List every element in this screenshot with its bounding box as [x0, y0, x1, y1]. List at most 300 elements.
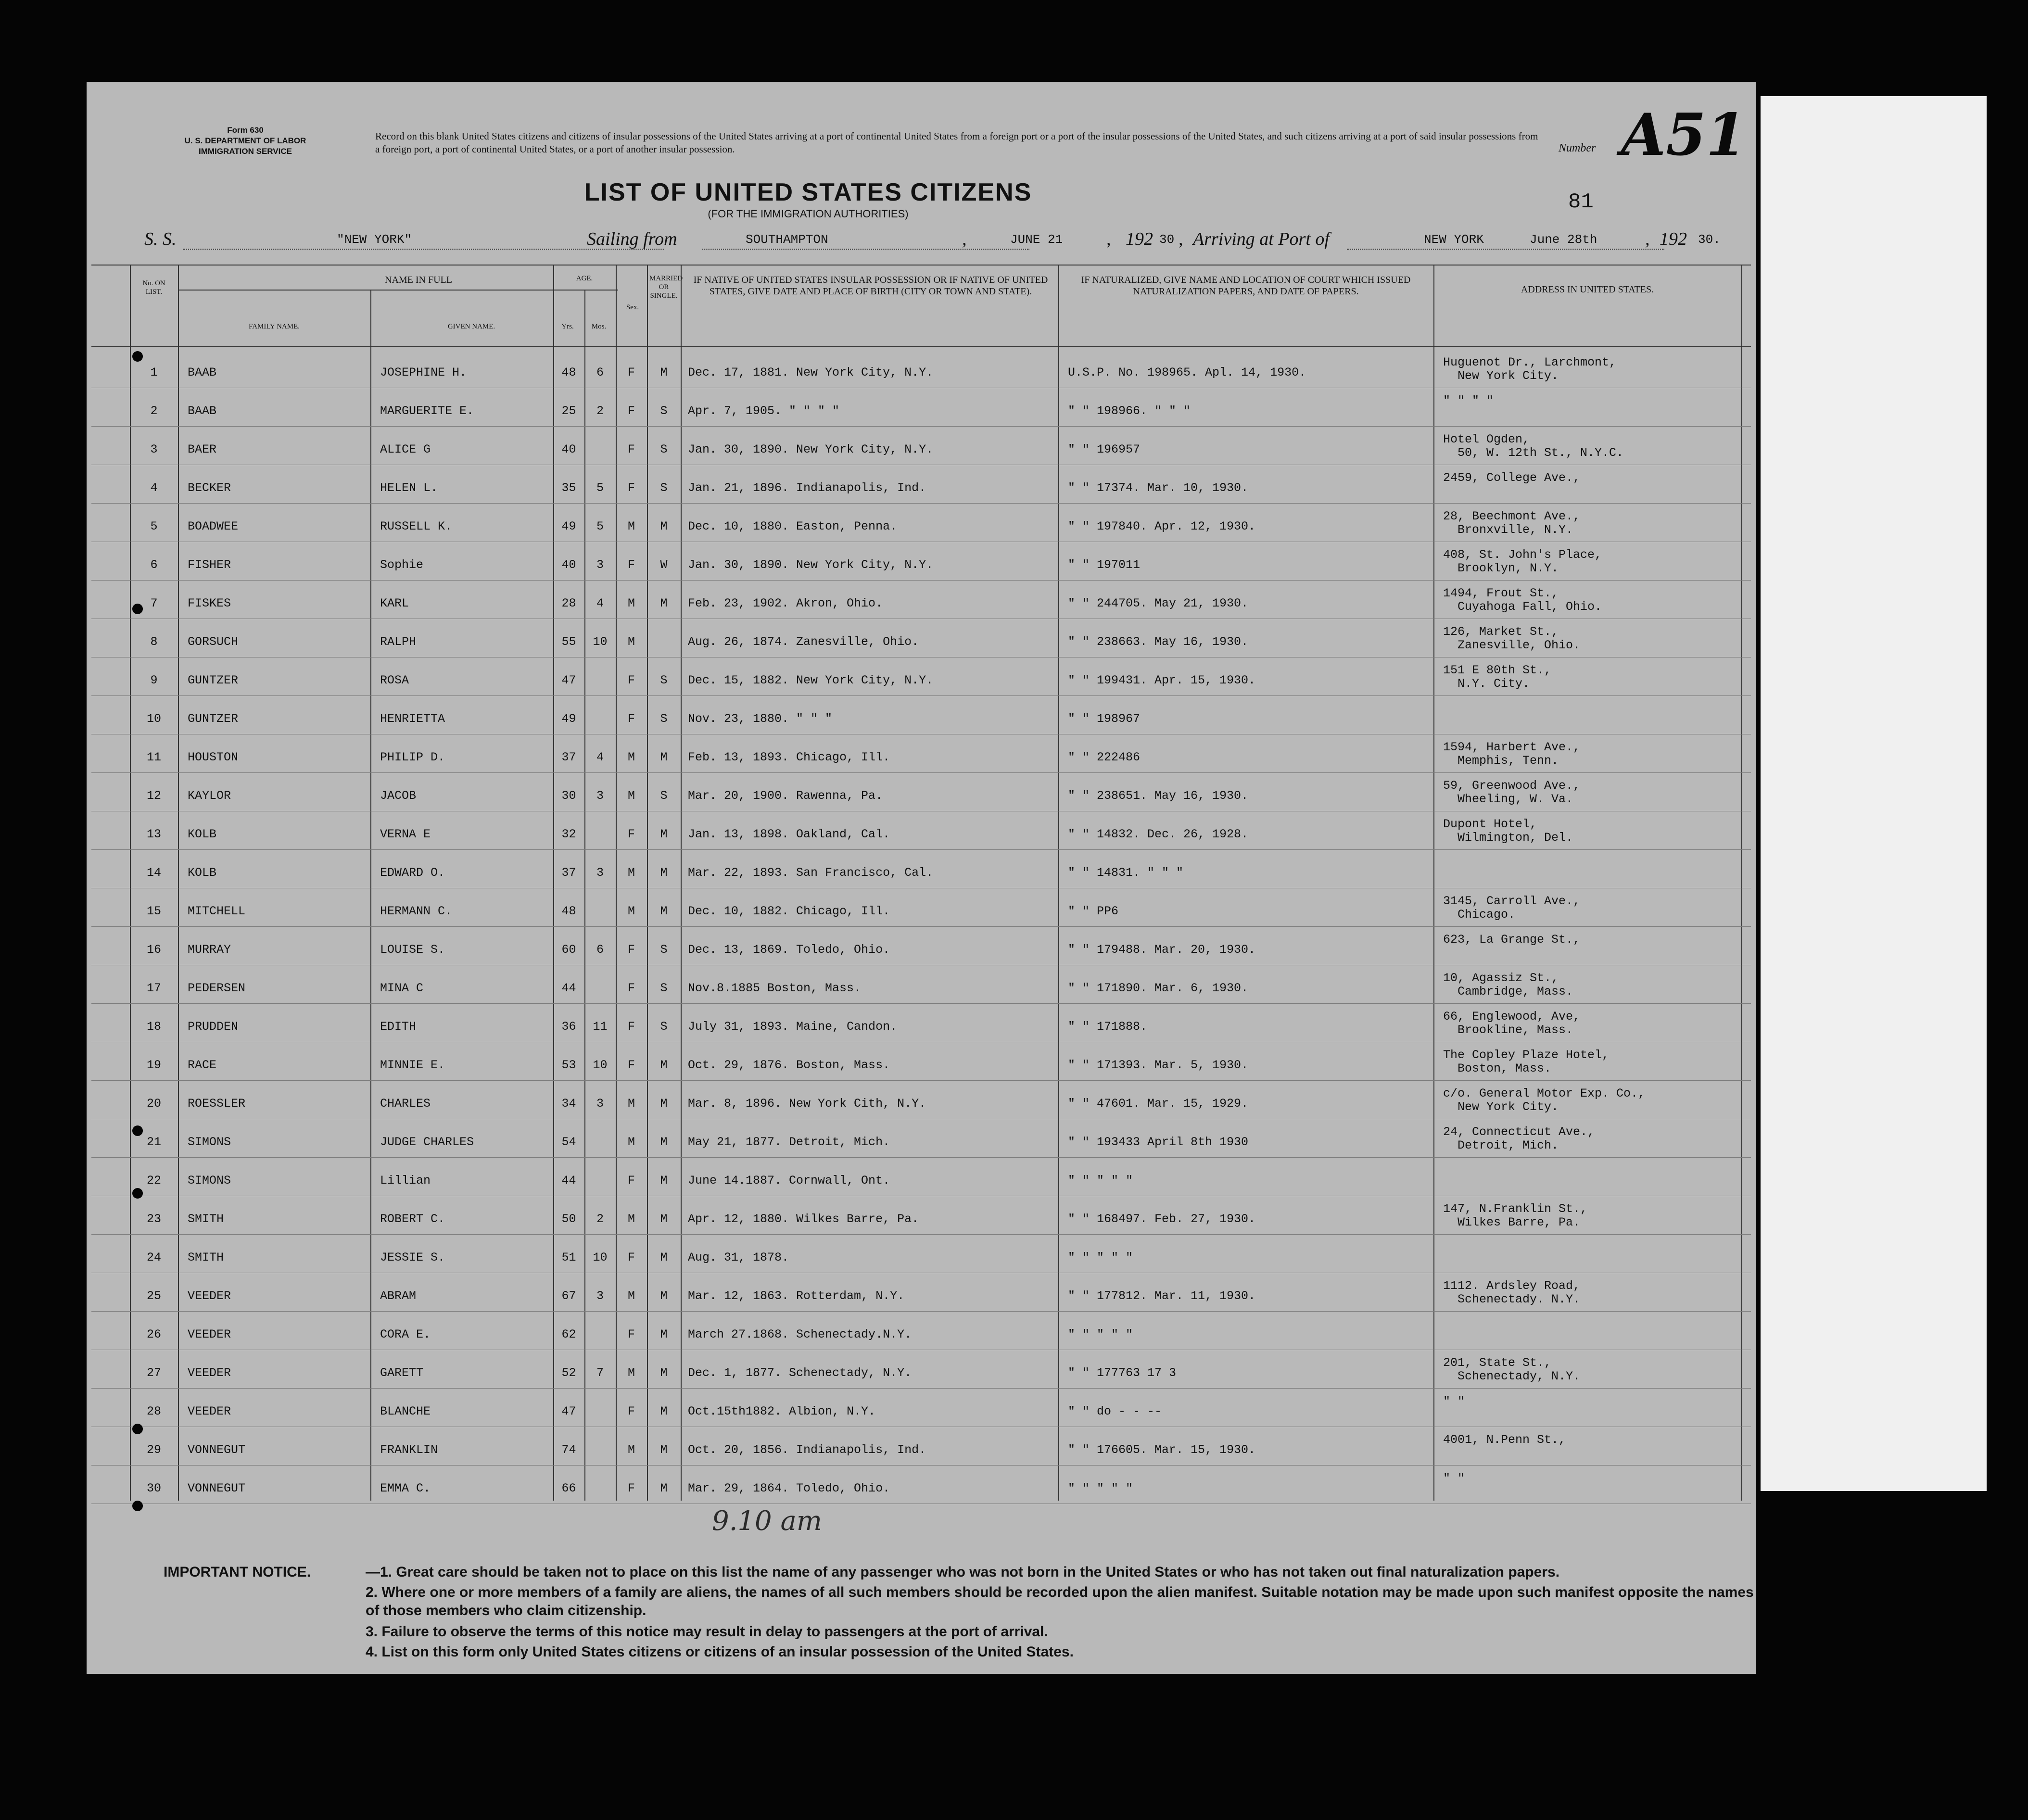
- family-name: MURRAY: [188, 943, 231, 957]
- family-name: VONNEGUT: [188, 1443, 246, 1457]
- family-name: VEEDER: [188, 1327, 231, 1341]
- header-naturalized: IF NATURALIZED, GIVE NAME AND LOCATION OF COURT WHICH ISSUED NATURALIZATION PAPERS, AND DATE OF PAPERS.: [1081, 275, 1411, 297]
- row-number: 27: [146, 1366, 161, 1380]
- address-line-1: 201, State St.,: [1443, 1356, 1552, 1370]
- address-line-1: 1594, Harbert Ave.,: [1443, 740, 1581, 754]
- sex: F: [627, 1404, 635, 1418]
- sex: F: [627, 712, 635, 726]
- address-line-1: 59, Greenwood Ave.,: [1443, 779, 1581, 793]
- given-name: JACOB: [380, 789, 417, 803]
- header-given-name: GIVEN NAME.: [447, 323, 495, 330]
- sex: M: [627, 1097, 635, 1111]
- sex: M: [627, 866, 635, 880]
- sex: M: [627, 750, 635, 764]
- birth-date-place: Dec. 10, 1880. Easton, Penna.: [688, 519, 898, 533]
- page-subtitle: (FOR THE IMMIGRATION AUTHORITIES): [708, 208, 909, 220]
- birth-date-place: May 21, 1877. Detroit, Mich.: [688, 1135, 890, 1149]
- row-divider: [91, 772, 1751, 773]
- sailing-date: JUNE 21: [1010, 232, 1063, 247]
- birth-date-place: Apr. 7, 1905. " " " ": [688, 404, 840, 418]
- address-line-2: Zanesville, Ohio.: [1458, 638, 1581, 652]
- age-years: 47: [561, 1404, 576, 1418]
- given-name: ABRAM: [380, 1289, 417, 1303]
- row-divider: [91, 926, 1751, 927]
- birth-date-place: Dec. 17, 1881. New York City, N.Y.: [688, 366, 934, 379]
- row-divider: [91, 426, 1751, 427]
- service-label: IMMIGRATION SERVICE: [199, 147, 292, 156]
- marital-status: M: [660, 750, 668, 764]
- given-name: HENRIETTA: [380, 712, 445, 726]
- birth-date-place: March 27.1868. Schenectady.N.Y.: [688, 1327, 912, 1341]
- sex: F: [627, 1174, 635, 1188]
- sex: M: [627, 1366, 635, 1380]
- marital-status: M: [660, 1366, 668, 1380]
- marital-status: M: [660, 1212, 668, 1226]
- address-line-1: 3145, Carroll Ave.,: [1443, 894, 1581, 908]
- marital-status: M: [660, 1481, 668, 1495]
- birth-date-place: Oct. 29, 1876. Boston, Mass.: [688, 1058, 890, 1072]
- row-number: 16: [146, 943, 161, 957]
- given-name: EDWARD O.: [380, 866, 445, 880]
- age-years: 40: [561, 442, 576, 456]
- header-sex: Sex.: [626, 303, 639, 311]
- age-months: 6: [596, 366, 604, 379]
- binding-hole: [132, 1501, 143, 1511]
- sex: F: [627, 1481, 635, 1495]
- page-title: LIST OF UNITED STATES CITIZENS: [584, 178, 1032, 206]
- age-months: 3: [596, 1289, 604, 1303]
- naturalization-papers: " " 171888.: [1068, 1020, 1148, 1034]
- naturalization-papers: " " 196957: [1068, 442, 1141, 456]
- marital-status: M: [660, 1058, 668, 1072]
- naturalization-papers: " " 168497. Feb. 27, 1930.: [1068, 1212, 1256, 1226]
- marital-status: S: [660, 981, 668, 995]
- row-number: 13: [146, 827, 161, 841]
- row-number: 18: [146, 1020, 161, 1034]
- family-name: PEDERSEN: [188, 981, 246, 995]
- naturalization-papers: " " 17374. Mar. 10, 1930.: [1068, 481, 1249, 495]
- given-name: CORA E.: [380, 1327, 431, 1341]
- family-name: FISKES: [188, 596, 231, 610]
- row-number: 14: [146, 866, 161, 880]
- naturalization-papers: " " 179488. Mar. 20, 1930.: [1068, 943, 1256, 957]
- row-number: 5: [150, 519, 158, 533]
- header-name-in-full: NAME IN FULL: [385, 275, 452, 285]
- binding-hole: [132, 604, 143, 614]
- family-name: KOLB: [188, 866, 217, 880]
- row-divider: [91, 849, 1751, 850]
- naturalization-papers: " " 244705. May 21, 1930.: [1068, 596, 1249, 610]
- sex: M: [627, 1212, 635, 1226]
- marital-status: M: [660, 1135, 668, 1149]
- sailing-year-prefix: 192: [1126, 229, 1153, 249]
- row-number: 20: [146, 1097, 161, 1111]
- given-name: ROBERT C.: [380, 1212, 445, 1226]
- age-years: 37: [561, 866, 576, 880]
- birth-date-place: Oct. 20, 1856. Indianapolis, Ind.: [688, 1443, 926, 1457]
- number-label: Number: [1559, 142, 1596, 154]
- age-years: 54: [561, 1135, 576, 1149]
- age-months: 3: [596, 789, 604, 803]
- marital-status: S: [660, 673, 668, 687]
- marital-status: M: [660, 596, 668, 610]
- marital-status: M: [660, 827, 668, 841]
- address-line-1: 147, N.Franklin St.,: [1443, 1202, 1588, 1216]
- marital-status: M: [660, 366, 668, 379]
- family-name: ROESSLER: [188, 1097, 246, 1111]
- birth-date-place: Mar. 22, 1893. San Francisco, Cal.: [688, 866, 934, 880]
- given-name: JESSIE S.: [380, 1251, 445, 1264]
- birth-date-place: Dec. 15, 1882. New York City, N.Y.: [688, 673, 934, 687]
- marital-status: M: [660, 1174, 668, 1188]
- naturalization-papers: U.S.P. No. 198965. Apl. 14, 1930.: [1068, 366, 1306, 379]
- row-number: 4: [150, 481, 158, 495]
- row-number: 23: [146, 1212, 161, 1226]
- marital-status: M: [660, 1404, 668, 1418]
- to-port-field-line: [1347, 249, 1664, 250]
- age-months: 10: [593, 1251, 608, 1264]
- marital-status: S: [660, 1020, 668, 1034]
- age-years: 67: [561, 1289, 576, 1303]
- sex: F: [627, 1020, 635, 1034]
- given-name: EDITH: [380, 1020, 417, 1034]
- marital-status: M: [660, 904, 668, 918]
- birth-date-place: Oct.15th1882. Albion, N.Y.: [688, 1404, 876, 1418]
- address-line-2: 50, W. 12th St., N.Y.C.: [1458, 446, 1624, 460]
- birth-date-place: Mar. 29, 1864. Toledo, Ohio.: [688, 1481, 890, 1495]
- row-number: 7: [150, 596, 158, 610]
- birth-date-place: Jan. 30, 1890. New York City, N.Y.: [688, 558, 934, 572]
- arrival-date: June 28th: [1530, 232, 1597, 247]
- header-address: ADDRESS IN UNITED STATES.: [1521, 284, 1654, 295]
- family-name: VEEDER: [188, 1366, 231, 1380]
- row-divider: [91, 1388, 1751, 1389]
- record-instructions: Record on this blank United States citizens and citizens of insular possessions of the United States arriving at a port of continental United States from a foreign port or a port of the insular possessions of the United States, and such citizens arriving at a port of said insular possessions from a foreign port, a port of continental United States, or a port of another insular possession.: [375, 130, 1538, 155]
- row-number: 26: [146, 1327, 161, 1341]
- row-divider: [91, 695, 1751, 696]
- naturalization-papers: " " " " ": [1068, 1251, 1133, 1264]
- birth-date-place: Feb. 13, 1893. Chicago, Ill.: [688, 750, 890, 764]
- address-line-1: 151 E 80th St.,: [1443, 663, 1552, 677]
- address-line-2: N.Y. City.: [1458, 677, 1530, 691]
- age-years: 66: [561, 1481, 576, 1495]
- given-name: ROSA: [380, 673, 409, 687]
- header-married-single: MARRIED OR SINGLE.: [649, 275, 683, 300]
- birth-date-place: Jan. 21, 1896. Indianapolis, Ind.: [688, 481, 926, 495]
- passenger-manifest-table: [91, 265, 1751, 1505]
- age-months: 5: [596, 519, 604, 533]
- marital-status: S: [660, 481, 668, 495]
- family-name: BAAB: [188, 366, 217, 379]
- naturalization-papers: " " 171890. Mar. 6, 1930.: [1068, 981, 1249, 995]
- age-months: 4: [596, 750, 604, 764]
- naturalization-papers: " " " " ": [1068, 1174, 1133, 1188]
- sex: F: [627, 1251, 635, 1264]
- sex: M: [627, 519, 635, 533]
- age-months: 4: [596, 596, 604, 610]
- address-line-2: Detroit, Mich.: [1458, 1138, 1559, 1152]
- given-name: VERNA E: [380, 827, 431, 841]
- marital-status: S: [660, 943, 668, 957]
- row-divider: [91, 1234, 1751, 1235]
- sex: F: [627, 366, 635, 379]
- birth-date-place: Nov. 23, 1880. " " ": [688, 712, 833, 726]
- given-name: ALICE G: [380, 442, 431, 456]
- address-line-2: New York City.: [1458, 369, 1559, 383]
- row-number: 28: [146, 1404, 161, 1418]
- birth-date-place: Mar. 8, 1896. New York Cith, N.Y.: [688, 1097, 926, 1111]
- age-years: 48: [561, 904, 576, 918]
- age-years: 40: [561, 558, 576, 572]
- age-years: 60: [561, 943, 576, 957]
- page-number: 81: [1568, 190, 1594, 214]
- family-name: GORSUCH: [188, 635, 239, 649]
- arrival-year-prefix: 192: [1660, 229, 1687, 249]
- naturalization-papers: " " 47601. Mar. 15, 1929.: [1068, 1097, 1249, 1111]
- age-years: 52: [561, 1366, 576, 1380]
- sex: M: [627, 1135, 635, 1149]
- address-line-2: Boston, Mass.: [1458, 1062, 1552, 1075]
- adjacent-blank-sheet: [1761, 96, 1987, 1491]
- family-name: SMITH: [188, 1251, 224, 1264]
- birth-date-place: Aug. 31, 1878.: [688, 1251, 789, 1264]
- given-name: FRANKLIN: [380, 1443, 438, 1457]
- address-line-2: New York City.: [1458, 1100, 1559, 1114]
- sex: M: [627, 789, 635, 803]
- row-number: 6: [150, 558, 158, 572]
- address-line-1: 1494, Frout St.,: [1443, 586, 1559, 600]
- row-number: 25: [146, 1289, 161, 1303]
- binding-hole: [132, 351, 143, 362]
- from-port: SOUTHAMPTON: [746, 232, 828, 247]
- address-line-2: Brookline, Mass.: [1458, 1023, 1573, 1037]
- given-name: PHILIP D.: [380, 750, 445, 764]
- header-years: Yrs.: [561, 323, 574, 330]
- marital-status: S: [660, 404, 668, 418]
- arriving-label: Arriving at Port of: [1193, 229, 1330, 249]
- address-line-1: 66, Englewood, Ave,: [1443, 1010, 1581, 1024]
- address-line-1: " " " ": [1443, 394, 1494, 408]
- address-line-1: The Copley Plaze Hotel,: [1443, 1048, 1610, 1062]
- ship-name: "NEW YORK": [337, 232, 412, 247]
- naturalization-papers: " " do - - --: [1068, 1404, 1162, 1418]
- marital-status: M: [660, 866, 668, 880]
- address-line-2: Brooklyn, N.Y.: [1458, 561, 1559, 575]
- notice-item: 4. List on this form only United States citizens or citizens of an insular possession of the United States.: [366, 1644, 1074, 1660]
- sex: F: [627, 404, 635, 418]
- family-name: KOLB: [188, 827, 217, 841]
- age-years: 74: [561, 1443, 576, 1457]
- marital-status: M: [660, 1251, 668, 1264]
- age-years: 47: [561, 673, 576, 687]
- given-name: RALPH: [380, 635, 417, 649]
- age-years: 28: [561, 596, 576, 610]
- naturalization-papers: " " 177763 17 3: [1068, 1366, 1177, 1380]
- address-line-2: Chicago.: [1458, 908, 1516, 922]
- age-years: 55: [561, 635, 576, 649]
- marital-status: M: [660, 1289, 668, 1303]
- row-number: 30: [146, 1481, 161, 1495]
- sex: M: [627, 1289, 635, 1303]
- binding-hole: [132, 1125, 143, 1136]
- address-line-2: Schenectady. N.Y.: [1458, 1292, 1581, 1306]
- age-years: 32: [561, 827, 576, 841]
- row-divider: [91, 503, 1751, 504]
- sailing-line: S. S. "NEW YORK" Sailing from SOUTHAMPTON , JUNE 21 , 192 30 , Arriving at Port of NEW YORK June 28th , 192 30.: [144, 229, 1721, 249]
- sex: F: [627, 673, 635, 687]
- address-line-1: 10, Agassiz St.,: [1443, 971, 1559, 985]
- naturalization-papers: " " 222486: [1068, 750, 1141, 764]
- address-line-1: Hotel Ogden,: [1443, 432, 1530, 446]
- address-line-1: 623, La Grange St.,: [1443, 933, 1581, 947]
- address-line-2: Wheeling, W. Va.: [1458, 792, 1573, 806]
- age-months: 10: [593, 635, 608, 649]
- sailing-year-suffix: 30: [1159, 232, 1175, 247]
- form-number: Form 630: [227, 126, 264, 135]
- address-line-1: Huguenot Dr., Larchmont,: [1443, 355, 1617, 369]
- row-divider: [91, 1003, 1751, 1004]
- age-months: 3: [596, 866, 604, 880]
- given-name: Sophie: [380, 558, 424, 572]
- age-years: 49: [561, 519, 576, 533]
- given-name: MINA C: [380, 981, 424, 995]
- marital-status: S: [660, 442, 668, 456]
- naturalization-papers: " " 177812. Mar. 11, 1930.: [1068, 1289, 1256, 1303]
- naturalization-papers: " " 198967: [1068, 712, 1141, 726]
- family-name: FISHER: [188, 558, 231, 572]
- row-number: 29: [146, 1443, 161, 1457]
- sex: F: [627, 943, 635, 957]
- age-months: 7: [596, 1366, 604, 1380]
- family-name: VONNEGUT: [188, 1481, 246, 1495]
- to-port: NEW YORK: [1424, 232, 1484, 247]
- given-name: JOSEPHINE H.: [380, 366, 467, 379]
- naturalization-papers: " " 198966. " " ": [1068, 404, 1191, 418]
- family-name: GUNTZER: [188, 673, 239, 687]
- birth-date-place: Dec. 1, 1877. Schenectady, N.Y.: [688, 1366, 912, 1380]
- naturalization-papers: " " 193433 April 8th 1930: [1068, 1135, 1249, 1149]
- header-family-name: FAMILY NAME.: [249, 323, 300, 330]
- age-years: 36: [561, 1020, 576, 1034]
- manifest-page: [87, 82, 1756, 1674]
- address-line-1: 24, Connecticut Ave.,: [1443, 1125, 1595, 1139]
- given-name: BLANCHE: [380, 1404, 431, 1418]
- family-name: VEEDER: [188, 1289, 231, 1303]
- sex: F: [627, 1327, 635, 1341]
- age-months: 3: [596, 1097, 604, 1111]
- row-number: 3: [150, 442, 158, 456]
- age-months: 2: [596, 404, 604, 418]
- given-name: EMMA C.: [380, 1481, 431, 1495]
- naturalization-papers: " " 238663. May 16, 1930.: [1068, 635, 1249, 649]
- marital-status: M: [660, 1097, 668, 1111]
- row-number: 2: [150, 404, 158, 418]
- birth-date-place: Feb. 23, 1902. Akron, Ohio.: [688, 596, 883, 610]
- header-age: AGE.: [576, 275, 593, 282]
- birth-date-place: Mar. 20, 1900. Rawenna, Pa.: [688, 789, 883, 803]
- family-name: BAAB: [188, 404, 217, 418]
- row-number: 10: [146, 712, 161, 726]
- age-months: 11: [593, 1020, 608, 1034]
- address-line-2: Cuyahoga Fall, Ohio.: [1458, 600, 1602, 614]
- family-name: BECKER: [188, 481, 231, 495]
- row-number: 22: [146, 1174, 161, 1188]
- age-years: 25: [561, 404, 576, 418]
- marital-status: S: [660, 712, 668, 726]
- age-years: 62: [561, 1327, 576, 1341]
- given-name: CHARLES: [380, 1097, 431, 1111]
- row-number: 1: [150, 366, 158, 379]
- given-name: MINNIE E.: [380, 1058, 445, 1072]
- sex: F: [627, 481, 635, 495]
- sex: F: [627, 827, 635, 841]
- row-divider: [91, 1157, 1751, 1158]
- row-divider: [91, 1080, 1751, 1081]
- age-months: 3: [596, 558, 604, 572]
- given-name: HELEN L.: [380, 481, 438, 495]
- notice-item: —1. Great care should be taken not to place on this list the name of any passenger who was not born in the United States or who has not taken out final naturalization papers.: [366, 1564, 1560, 1580]
- address-line-1: 2459, College Ave.,: [1443, 471, 1581, 485]
- sex: F: [627, 558, 635, 572]
- row-number: 12: [146, 789, 161, 803]
- address-line-2: Schenectady, N.Y.: [1458, 1369, 1581, 1383]
- header-no-on-list: No. ON LIST.: [142, 279, 165, 296]
- row-number: 15: [146, 904, 161, 918]
- sex: M: [627, 596, 635, 610]
- arrival-year-suffix: 30.: [1698, 232, 1721, 247]
- age-years: 44: [561, 981, 576, 995]
- given-name: GARETT: [380, 1366, 424, 1380]
- family-name: VEEDER: [188, 1404, 231, 1418]
- marital-status: M: [660, 1327, 668, 1341]
- family-name: BAER: [188, 442, 217, 456]
- birth-date-place: Jan. 30, 1890. New York City, N.Y.: [688, 442, 934, 456]
- family-name: RACE: [188, 1058, 217, 1072]
- sex: M: [627, 635, 635, 649]
- naturalization-papers: " " " " ": [1068, 1327, 1133, 1341]
- sex: F: [627, 1058, 635, 1072]
- naturalization-papers: " " 197011: [1068, 558, 1141, 572]
- address-line-1: 28, Beechmont Ave.,: [1443, 509, 1581, 523]
- address-line-1: 1112. Ardsley Road,: [1443, 1279, 1581, 1293]
- address-line-2: Cambridge, Mass.: [1458, 985, 1573, 998]
- address-line-1: 408, St. John's Place,: [1443, 548, 1602, 562]
- binding-hole: [132, 1188, 143, 1199]
- naturalization-papers: " " 176605. Mar. 15, 1930.: [1068, 1443, 1256, 1457]
- age-months: 5: [596, 481, 604, 495]
- given-name: RUSSELL K.: [380, 519, 453, 533]
- sex: F: [627, 442, 635, 456]
- given-name: KARL: [380, 596, 409, 610]
- signature-note: 9.10 am: [712, 1505, 822, 1537]
- age-years: 44: [561, 1174, 576, 1188]
- birth-date-place: Dec. 10, 1882. Chicago, Ill.: [688, 904, 890, 918]
- given-name: Lillian: [380, 1174, 431, 1188]
- age-years: 51: [561, 1251, 576, 1264]
- address-line-2: Wilkes Barre, Pa.: [1458, 1215, 1581, 1229]
- given-name: MARGUERITE E.: [380, 404, 474, 418]
- row-number: 24: [146, 1251, 161, 1264]
- naturalization-papers: " " 238651. May 16, 1930.: [1068, 789, 1249, 803]
- age-months: 6: [596, 943, 604, 957]
- notice-item: 3. Failure to observe the terms of this notice may result in delay to passengers at the port of arrival.: [366, 1624, 1048, 1640]
- row-number: 19: [146, 1058, 161, 1072]
- age-months: 2: [596, 1212, 604, 1226]
- ss-label: S. S.: [144, 229, 177, 249]
- address-line-1: 126, Market St.,: [1443, 625, 1559, 639]
- address-line-1: 4001, N.Penn St.,: [1443, 1433, 1566, 1447]
- family-name: GUNTZER: [188, 712, 239, 726]
